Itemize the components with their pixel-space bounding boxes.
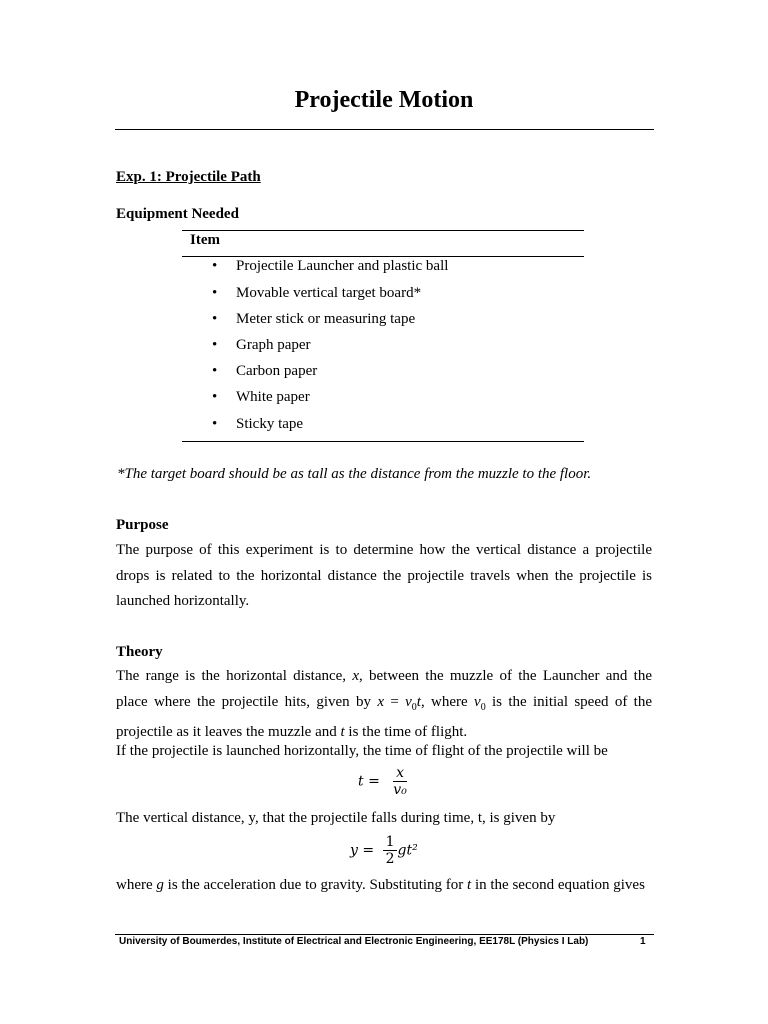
bullet-icon: • — [212, 416, 218, 432]
purpose-heading: Purpose — [116, 517, 169, 533]
theory-heading: Theory — [116, 644, 163, 660]
page-title: Projectile Motion — [294, 87, 474, 113]
list-item — [212, 416, 303, 433]
theory-paragraph-2: If the projectile is launched horizontally, the time of flight of the projectile will be — [116, 743, 608, 759]
list-item — [212, 363, 317, 380]
bullet-icon: • — [212, 285, 218, 301]
bullet-icon: • — [212, 258, 218, 274]
list-item — [212, 285, 421, 302]
theory-paragraph-3: The vertical distance, y, that the projectile falls during time, t, is given by — [116, 810, 556, 826]
theory-paragraph-4: where g is the acceleration due to gravity. Substituting for t in the second equation gives — [116, 877, 645, 893]
theory-paragraph-1: The range is the horizontal distance, x, between the muzzle of the Launcher and the place where the projectile hits, given by $x = v_0t$, where $v_0$ is the initial speed of the projectile as it leaves the muzzle and t is the time of flight. — [116, 668, 652, 740]
vertical-distance-equation: y = $\frac{1}{2}$ gt² — [350, 834, 418, 867]
equipment-note: *The target board should be as tall as the distance from the muzzle to the floor. — [117, 466, 592, 482]
list-item-text: Meter stick or measuring tape — [236, 311, 416, 327]
table-column-header: Item — [190, 232, 220, 248]
experiment-title: Exp. 1: Projectile Path — [116, 169, 261, 185]
table-bottom-rule — [182, 441, 584, 442]
bullet-icon: • — [212, 337, 218, 353]
list-item — [212, 311, 415, 328]
title-divider — [115, 129, 654, 130]
list-item-text: Projectile Launcher and plastic ball — [236, 258, 449, 274]
list-item-text: Movable vertical target board* — [236, 285, 422, 301]
list-item — [212, 258, 448, 275]
purpose-text: The purpose of this experiment is to determine how the vertical distance a projectile drops is related to the horizontal distance the projectile travels when the projectile is launched horizontally. — [116, 542, 652, 609]
list-item — [212, 337, 311, 354]
list-item-text: White paper — [236, 389, 310, 405]
list-item-text: Sticky tape — [236, 416, 304, 432]
list-item-text: Graph paper — [236, 337, 311, 353]
table-header-rule — [182, 256, 584, 257]
list-item — [212, 389, 310, 406]
list-item-text: Carbon paper — [236, 363, 318, 379]
footer-text: University of Boumerdes, Institute of Electrical and Electronic Engineering, EE178L (Physics I Lab) — [119, 936, 589, 947]
table-top-rule — [182, 230, 584, 231]
bullet-icon: • — [212, 389, 218, 405]
bullet-icon: • — [212, 311, 218, 327]
time-of-flight-equation: t = $\frac{x}{\text{v₀}}$ — [358, 765, 407, 798]
page-number: 1 — [640, 936, 646, 947]
bullet-icon: • — [212, 363, 218, 379]
equipment-heading: Equipment Needed — [116, 206, 239, 222]
footer-rule — [115, 934, 654, 935]
